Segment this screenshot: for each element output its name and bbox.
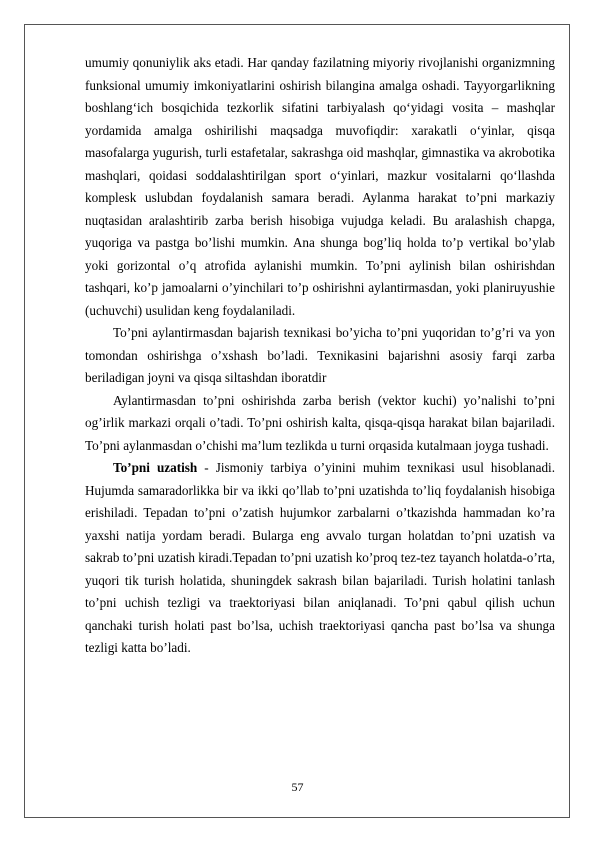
page-number: 57 <box>291 780 304 794</box>
paragraph-3: Aylantirmasdan to’pni oshirishda zarba berish (vektor kuchi) yo’nalishi to’pni og’irlik markazi orqali o’tadi. To’pni oshirish kalta, qisqa-qisqa harakat bilan bajariladi. To’pni aylanmasdan o’chishi ma’lum tezlikda u turni orqasida kutalmaan joyga tushadi. <box>85 392 555 453</box>
term-heading: To’pni uzatish <box>113 460 198 475</box>
paragraph-2: To’pni aylantirmasdan bajarish texnikasi bo’yicha to’pni yuqoridan to’g’ri va yon tomondan oshirishga o’xshash bo’ladi. Texnikasini bajarishni asosiy farqi zarba beriladigan joyni va qisqa siltashdan iboratdir <box>85 325 555 385</box>
paragraph-1: umumiy qonuniylik aks etadi. Har qanday fazilatning miyoriy rivojlanishi organizmning funksional umumiy imkoniyatlarini oshirish bilangina amalga oshadi. Tayyorgarlikning boshlang‘ich bosqichida tezkorlik sifatini tarbiyalash qo‘yidagi vosita – mashqlar yordamida amalga oshirilishi maqsadga muvofiqdir: xarakatli o‘yinlar, qisqa masofalarga yugurish, turli estafetalar, sakrashga oid mashqlar, gimnastika va akrobotika mashqlari, qoidasi soddalashtirilgan sport o‘yinlari, mazkur vositalarni qo‘llashda komplesk uslubdan foydalanish samara beradi. Aylanma harakat to’pni markaziy nuqtasidan aralashtirib zarba berish hisobiga vujudga keladi. Bu aralashish chapga, yuqoriga va pastga bo’lishi mumkin. Ana shunga bog’liq holda to’p vertikal bo’ylab yoki gorizontal o’q atrofida aylanishi mumkin. To’pni aylinish bilan oshirishdan tashqari, ko’p jamoalarni o’yinchilari to’p oshirishni aylantirmasdan, yoki planiruyushie (uchuvchi) usulidan keng foydalaniladi. <box>85 55 555 318</box>
document-body <box>85 52 555 660</box>
paragraph-4 <box>85 457 555 660</box>
paragraph-4-text: - Jismoniy tarbiya o’yinini muhim texnikasi usul hisoblanadi. Hujumda samaradorlikka bir va ikki qo’llab to’pni uzatishda to’liq foydalanish hisobiga erishiladi. Tepadan to’pni o’zatish hujumkor zarbalarni o’tkazishda hammadan ko’ra yaxshi natija yordam beradi. Bularga eng avvalo turgan holatdan to’pni uzatish va sakrab to’pni uzatish kiradi.Tepadan to’pni uzatish ko’proq tez-tez tayanch holatda-o’rta, yuqori tik turish holatida, shuningdek sakrash bilan bajariladi. Turish holatini tanlash to’pni uchish tezligi va traektoriyasi bilan aniqlanadi. To’pni qabul qilish uchun qanchaki turish holati past bo’lsa, uchish traektoriyasi qancha past bo’lsa va shunga tezligi katta bo’ladi. <box>85 460 555 655</box>
